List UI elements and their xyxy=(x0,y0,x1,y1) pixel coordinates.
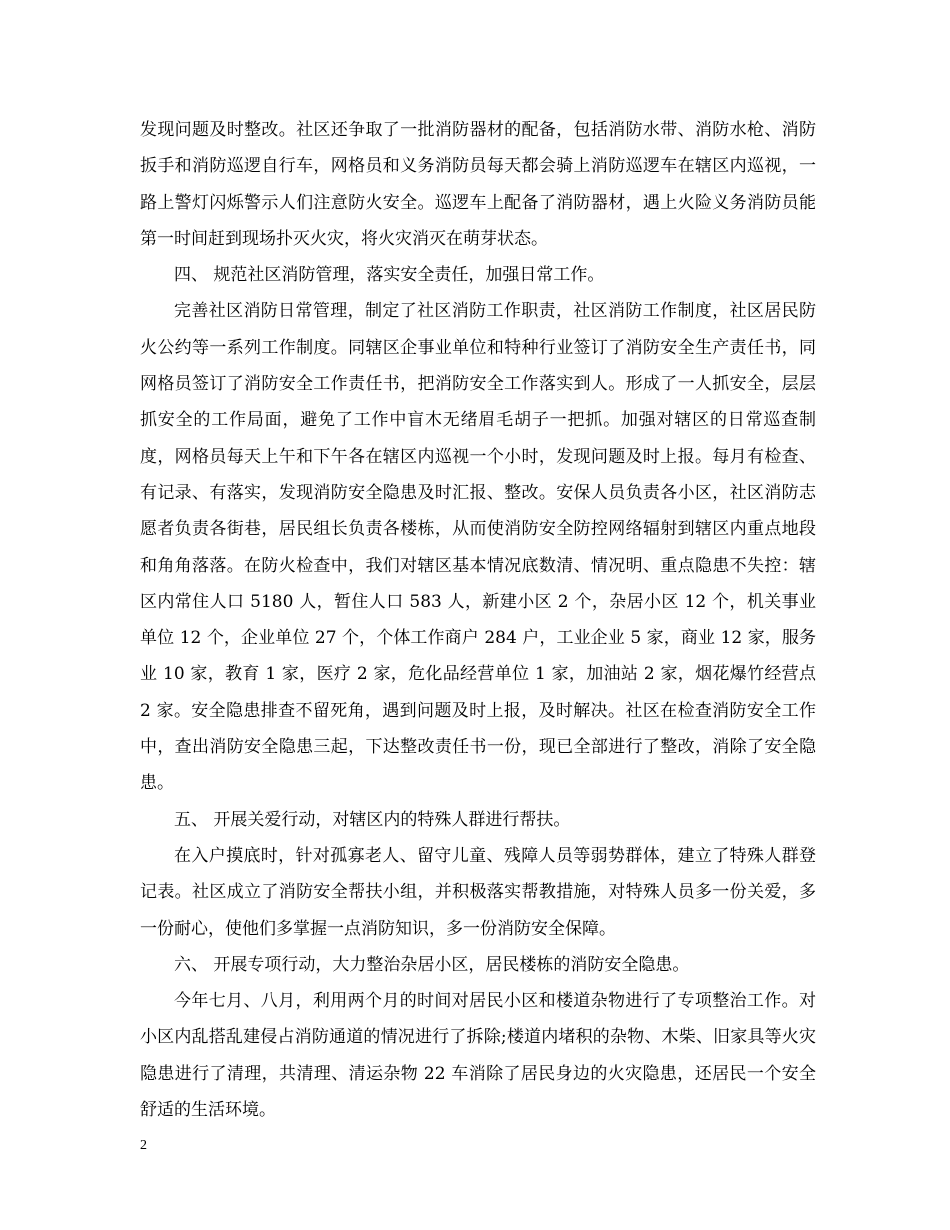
section-heading-6: 六、 开展专项行动，大力整治杂居小区，居民楼栋的消防安全隐患。 xyxy=(174,954,690,975)
section-heading-5: 五、 开展关爱行动，对辖区内的特殊人群进行帮扶。 xyxy=(174,809,571,830)
paragraph-4: 今年七月、八月，利用两个月的时间对居民小区和楼道杂物进行了专项整治工作。对小区内乱搭乱建侵占消防通道的情况进行了拆除;楼道内堵积的杂物、木柴、旧家具等火灾隐患进行了清理，共清理、清运杂物 22 车消除了居民身边的火灾隐患，还居民一个安全舒适的生活环境。 xyxy=(140,991,816,1121)
paragraph-3: 在入户摸底时，针对孤寡老人、留守儿童、残障人员等弱势群体，建立了特殊人群登记表。社区成立了消防安全帮扶小组，并积极落实帮教措施，对特殊人员多一份关爱，多一份耐心，使他们多掌握一点消防知识，多一份消防安全保障。 xyxy=(140,845,816,939)
page-number: 2 xyxy=(140,1138,147,1153)
section-heading-4: 四、 规范社区消防管理，落实安全责任，加强日常工作。 xyxy=(174,265,605,286)
document-body xyxy=(140,112,816,1128)
paragraph-1: 发现问题及时整改。社区还争取了一批消防器材的配备，包括消防水带、消防水枪、消防扳手和消防巡逻自行车，网格员和义务消防员每天都会骑上消防巡逻车在辖区内巡视，一路上警灯闪烁警示人们注意防火安全。巡逻车上配备了消防器材，遇上火险义务消防员能第一时间赶到现场扑灭火灾，将火灾消灭在萌芽状态。 xyxy=(140,120,816,249)
paragraph-2: 完善社区消防日常管理，制定了社区消防工作职责，社区消防工作制度，社区居民防火公约等一系列工作制度。同辖区企事业单位和特种行业签订了消防安全生产责任书，同网格员签订了消防安全工作责任书，把消防安全工作落实到人。形成了一人抓安全，层层抓安全的工作局面，避免了工作中盲木无绪眉毛胡子一把抓。加强对辖区的日常巡查制度，网格员每天上午和下午各在辖区内巡视一个小时，发现问题及时上报。每月有检查、有记录、有落实，发现消防安全隐患及时汇报、整改。安保人员负责各小区，社区消防志愿者负责各街巷，居民组长负责各楼栋，从而使消防安全防控网络辐射到辖区内重点地段和角角落落。在防火检查中，我们对辖区基本情况底数清、情况明、重点隐患不失控：辖区内常住人口 5180 人，暂住人口 583 人，新建小区 2 个，杂居小区 12 个，机关事业单位 12 个，企业单位 27 个，个体工作商户 284 户，工业企业 5 家，商业 12 家，服务业 10 家，教育 1 家，医疗 2 家，危化品经营单位 1 家，加油站 2 家，烟花爆竹经营点 2 家。安全隐患排查不留死角，遇到问题及时上报，及时解决。社区在检查消防安全工作中，查出消防安全隐患三起，下达整改责任书一份，现已全部进行了整改，消除了安全隐患。 xyxy=(140,301,816,794)
